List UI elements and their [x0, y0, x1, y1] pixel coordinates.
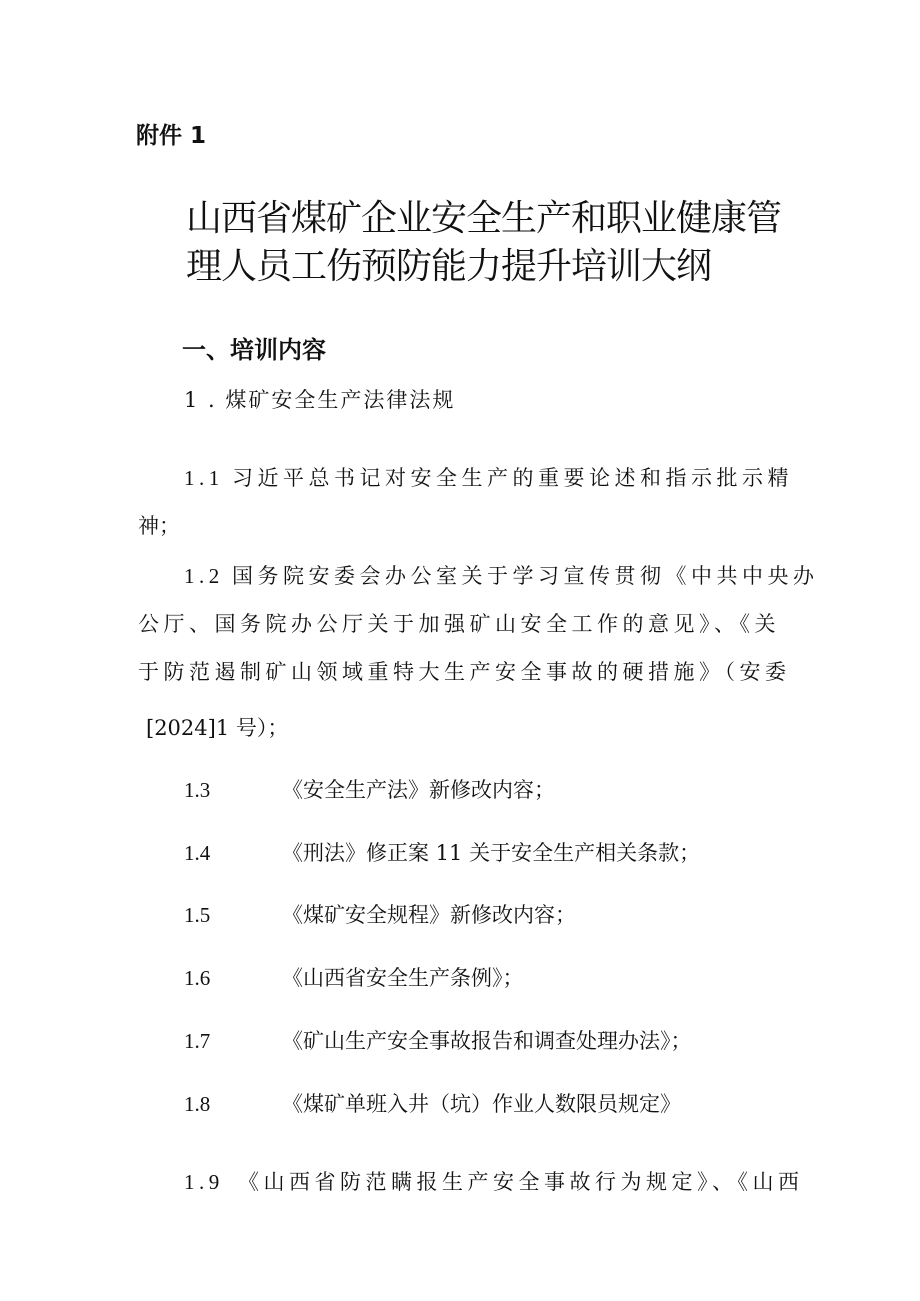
item-text: 国务院安委会办公室关于学习宣传贯彻《中共中央办 [232, 564, 819, 588]
subsection-heading-laws: 1 . 煤矿安全生产法律法规 [184, 388, 456, 412]
item-number: 1.3 [184, 778, 211, 802]
list-item-1-1-continuation: 神； [138, 514, 180, 538]
item-text: 《安全生产法》新修改内容； [282, 778, 555, 802]
list-item-1-9 [184, 1166, 804, 1196]
item-number: 1.1 [184, 466, 224, 490]
item-text: 《矿山生产安全事故报告和调查处理办法》； [282, 1029, 692, 1053]
item-number: 1.5 [184, 903, 211, 927]
item-number: 1.6 [184, 966, 211, 990]
list-item-1-3 [184, 774, 555, 804]
list-item-1-4 [184, 837, 700, 867]
item-text: 《山西省防范瞒报生产安全事故行为规定》、《山西 [238, 1170, 804, 1194]
list-item-1-8 [184, 1088, 681, 1118]
item-text: 《刑法》修正案 11 关于安全生产相关条款； [282, 841, 701, 865]
item-text: 《煤矿单班入井（坑）作业人数限员规定》 [282, 1092, 681, 1116]
item-number: 1.8 [184, 1092, 211, 1116]
document-title-line-2: 理人员工伤预防能力提升培训大纲 [186, 246, 712, 287]
attachment-label: 附件 1 [136, 123, 207, 149]
list-item-1-6 [184, 962, 524, 992]
section-heading-training-content: 一、培训内容 [182, 336, 326, 364]
item-text: 《煤矿安全规程》新修改内容； [282, 903, 576, 927]
item-number: 1.2 [184, 564, 224, 588]
item-text: 《山西省安全生产条例》； [282, 966, 524, 990]
list-item-1-5 [184, 899, 576, 929]
list-item-1-2-line-3: 于防范遏制矿山领域重特大生产安全事故的硬措施》（安委 [138, 660, 791, 684]
item-number: 1.9 [184, 1170, 224, 1194]
list-item-1-1 [184, 462, 793, 492]
list-item-1-2-line-4: [2024]1 号）； [146, 716, 289, 740]
item-number: 1.7 [184, 1029, 211, 1053]
list-item-1-2-line-2: 公厅、国务院办公厅关于加强矿山安全工作的意见》、《关 [138, 612, 780, 636]
list-item-1-2 [184, 560, 819, 590]
item-text: 习近平总书记对安全生产的重要论述和指示批示精 [232, 466, 793, 490]
list-item-1-7 [184, 1025, 692, 1055]
item-number: 1.4 [184, 841, 211, 865]
document-title-line-1: 山西省煤矿企业安全生产和职业健康管 [186, 198, 782, 239]
